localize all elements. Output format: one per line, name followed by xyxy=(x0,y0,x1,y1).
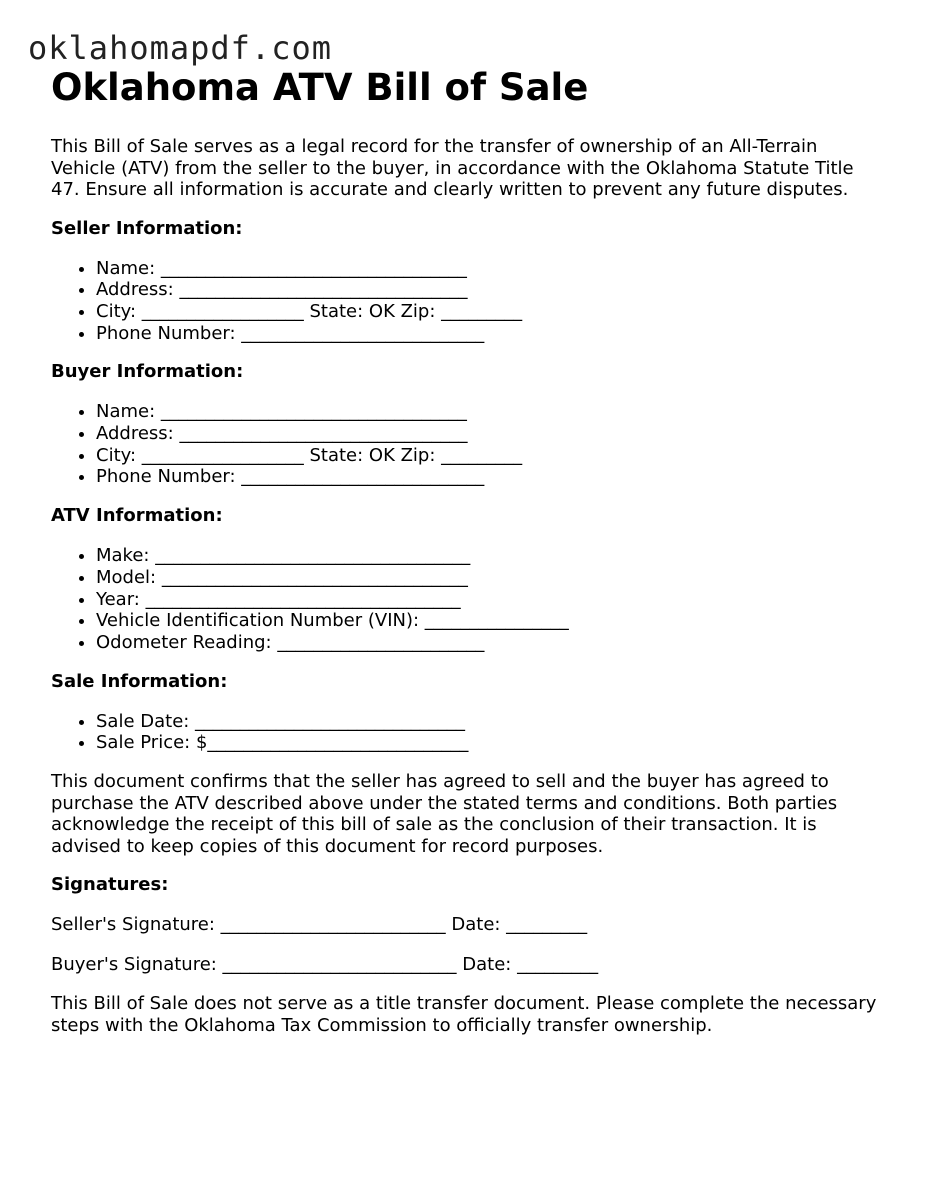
page-title: Oklahoma ATV Bill of Sale xyxy=(51,66,589,109)
atv-section xyxy=(51,505,881,654)
atv-make-field: • Make: ___________________________________ xyxy=(96,545,881,567)
sale-heading: Sale Information: xyxy=(51,670,228,692)
buyer-section xyxy=(51,361,881,488)
seller-signature-line: Seller's Signature: _________________________ Date: _________ xyxy=(51,914,588,936)
intro-paragraph: This Bill of Sale serves as a legal record for the transfer of ownership of an All-Terrain Vehicle (ATV) from the seller to the buyer, in accordance with the Oklahoma Statute Title 47. Ensure all information is accurate and clearly written to prevent any future disputes. xyxy=(51,136,854,200)
seller-phone-field: • Phone Number: ___________________________ xyxy=(96,323,881,345)
buyer-address-field: • Address: ________________________________ xyxy=(96,423,881,445)
buyer-signature-line: Buyer's Signature: __________________________ Date: _________ xyxy=(51,953,599,975)
seller-name-field: • Name: __________________________________ xyxy=(96,258,881,280)
confirmation-paragraph: This document confirms that the seller has agreed to sell and the buyer has agreed to purchase the ATV described above under the stated terms and conditions. Both parties acknowledge the receipt of this bill of sale as the conclusion of their transaction. It is advised to keep copies of this document for record purposes. xyxy=(51,771,838,857)
signatures-heading: Signatures: xyxy=(51,874,169,896)
seller-fields-list xyxy=(51,258,881,345)
atv-year-field: • Year: ___________________________________ xyxy=(96,589,881,611)
buyer-city-state-zip-field: • City: __________________ State: OK Zip: _________ xyxy=(96,445,881,467)
buyer-name-field: • Name: __________________________________ xyxy=(96,401,881,423)
atv-heading: ATV Information: xyxy=(51,505,223,527)
site-watermark: oklahomapdf.com xyxy=(28,29,332,67)
sale-section xyxy=(51,671,881,754)
sale-price-field: • Sale Price: $_____________________________ xyxy=(96,732,881,754)
seller-address-field: • Address: ________________________________ xyxy=(96,279,881,301)
buyer-phone-field: • Phone Number: ___________________________ xyxy=(96,466,881,488)
seller-city-state-zip-field: • City: __________________ State: OK Zip: _________ xyxy=(96,301,881,323)
atv-model-field: • Model: __________________________________ xyxy=(96,567,881,589)
buyer-fields-list xyxy=(51,401,881,488)
bill-of-sale-document xyxy=(51,66,881,1036)
sale-date-field: • Sale Date: ______________________________ xyxy=(96,711,881,733)
disclaimer-paragraph: This Bill of Sale does not serve as a title transfer document. Please complete the necessary steps with the Oklahoma Tax Commission to officially transfer ownership. xyxy=(51,993,877,1036)
buyer-heading: Buyer Information: xyxy=(51,361,244,383)
signatures-section xyxy=(51,874,881,975)
atv-odometer-field: • Odometer Reading: _______________________ xyxy=(96,632,881,654)
atv-vin-field: • Vehicle Identification Number (VIN): ________________ xyxy=(96,610,881,632)
atv-fields-list xyxy=(51,545,881,654)
sale-fields-list xyxy=(51,711,881,754)
seller-heading: Seller Information: xyxy=(51,217,243,239)
seller-section xyxy=(51,218,881,345)
